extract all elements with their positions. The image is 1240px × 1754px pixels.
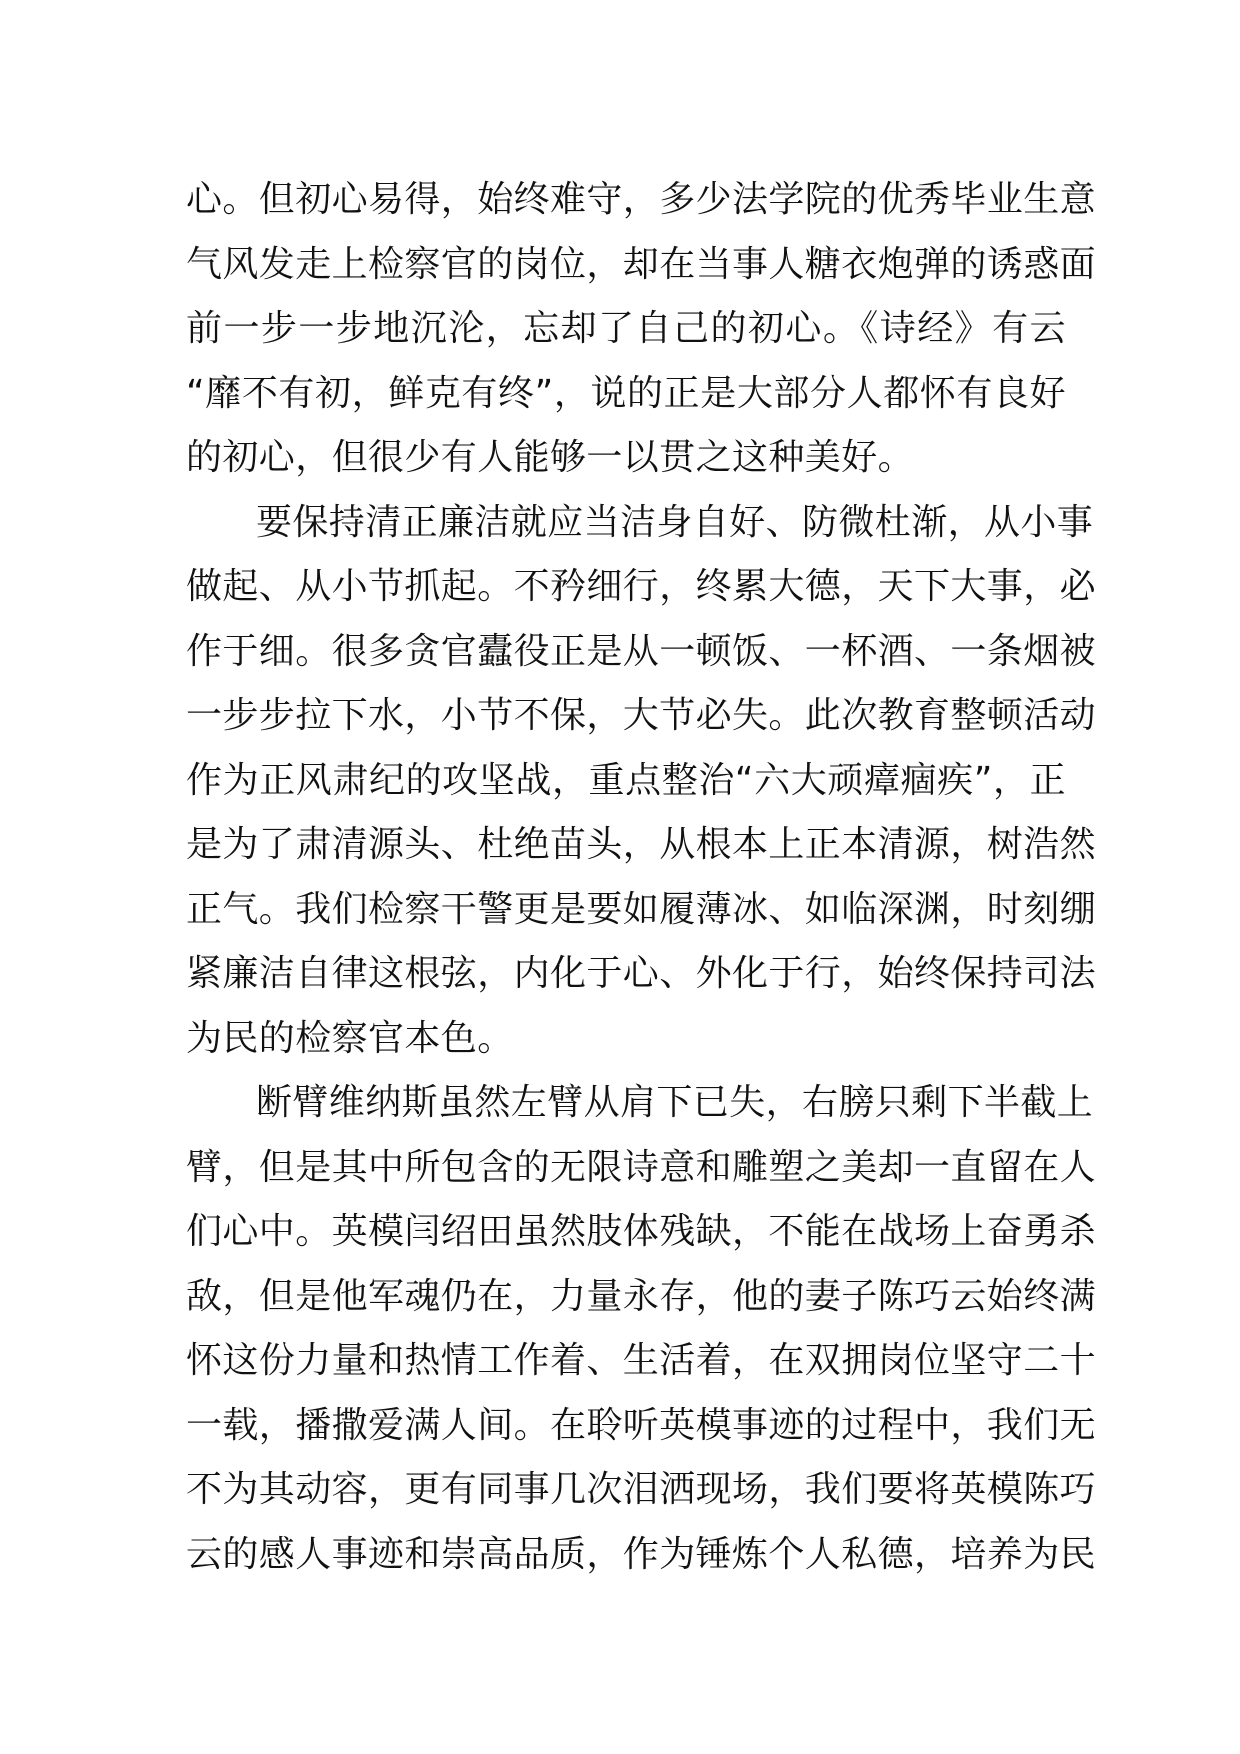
text-line: 一步步拉下水，小节不保，大节必失。此次教育整顿活动 (186, 695, 1097, 736)
text-line: 气风发走上检察官的岗位，却在当事人糖衣炮弹的诱惑面 (186, 243, 1097, 285)
body-text (186, 168, 1097, 1587)
text-line: 的初心，但很少有人能够一以贯之这种美好。 (186, 437, 915, 478)
text-line: 做起、从小节抓起。不矜细行，终累大德，天下大事，必 (186, 566, 1097, 607)
text-line: 作于细。很多贪官蠹役正是从一顿饭、一杯酒、一条烟被 (186, 630, 1097, 672)
text-line: 正气。我们检察干警更是要如履薄冰、如临深渊，时刻绷 (186, 888, 1097, 930)
text-line: 不为其动容，更有同事几次泪洒现场，我们要将英模陈巧 (186, 1469, 1097, 1510)
text-line: 前一步一步地沉沦，忘却了自己的初心。《诗经》有云 (186, 308, 1066, 349)
text-line: “靡不有初，鲜克有终”，说的正是大部分人都怀有良好 (186, 372, 1066, 414)
text-line: 作为正风肃纪的攻坚战，重点整治“六大顽瘴痼疾”，正 (186, 759, 1066, 801)
text-line: 们心中。英模闫绍田虽然肢体残缺，不能在战场上奋勇杀 (186, 1211, 1097, 1252)
text-line: 为民的检察官本色。 (186, 1017, 514, 1059)
text-line: 心。但初心易得，始终难守，多少法学院的优秀毕业生意 (186, 179, 1097, 220)
text-line: 臂，但是其中所包含的无限诗意和雕塑之美却一直留在人 (186, 1146, 1097, 1188)
text-line: 一载，播撒爱满人间。在聆听英模事迹的过程中，我们无 (186, 1404, 1097, 1446)
text-line: 敌，但是他军魂仍在，力量永存，他的妻子陈巧云始终满 (186, 1275, 1097, 1317)
text-line: 是为了肃清源头、杜绝苗头，从根本上正本清源，树浩然 (186, 824, 1097, 865)
text-line: 云的感人事迹和崇高品质，作为锤炼个人私德，培养为民 (186, 1533, 1097, 1575)
paragraph-first-line: 断臂维纳斯虽然左臂从肩下已失，右膀只剩下半截上 (256, 1082, 1094, 1123)
text-line: 怀这份力量和热情工作着、生活着，在双拥岗位坚守二十 (186, 1340, 1097, 1381)
text-line: 紧廉洁自律这根弦，内化于心、外化于行，始终保持司法 (186, 953, 1097, 994)
paragraph-first-line: 要保持清正廉洁就应当洁身自好、防微杜渐，从小事 (256, 501, 1094, 543)
